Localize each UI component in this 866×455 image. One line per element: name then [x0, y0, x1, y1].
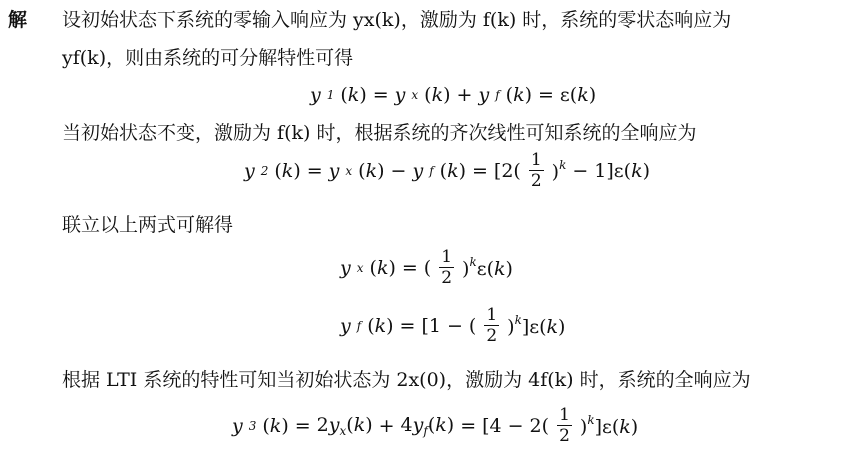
- equation-3: y x (k) = ( $\frac{1}{2}$ )$^k$ε(k): [340, 247, 513, 288]
- equation-4: y f (k) = [1 − ( $\frac{1}{2}$ )$^k$]ε(k): [340, 305, 566, 346]
- equation-5: y 3 (k) = $2y_x(k)$ + $4y_f(k)$ = [4 − 2( $\frac{1}{2}$ )$^k$]ε(k): [232, 405, 639, 446]
- paragraph-2: 当初始状态不变，激励为 f(k) 时，根据系统的齐次线性可知系统的全响应为: [62, 122, 697, 144]
- solution-label: 解: [8, 9, 28, 31]
- equation-1: y 1 (k) = y x (k) + y f (k) = ε(k): [310, 84, 597, 106]
- intro-line-1: 设初始状态下系统的零输入响应为 yx(k)，激励为 f(k) 时，系统的零状态响应为: [62, 9, 732, 31]
- paragraph-3: 联立以上两式可解得: [62, 214, 234, 236]
- equation-2: y 2 (k) = y x (k) − y f (k) = [2( $\frac{1}{2}$ )$^k$ − 1]ε(k): [244, 150, 650, 191]
- intro-line-2: yf(k)，则由系统的可分解特性可得: [62, 47, 354, 69]
- paragraph-4: 根据 LTI 系统的特性可知当初始状态为 2x(0)，激励为 4f(k) 时，系统的全响应为: [62, 369, 751, 391]
